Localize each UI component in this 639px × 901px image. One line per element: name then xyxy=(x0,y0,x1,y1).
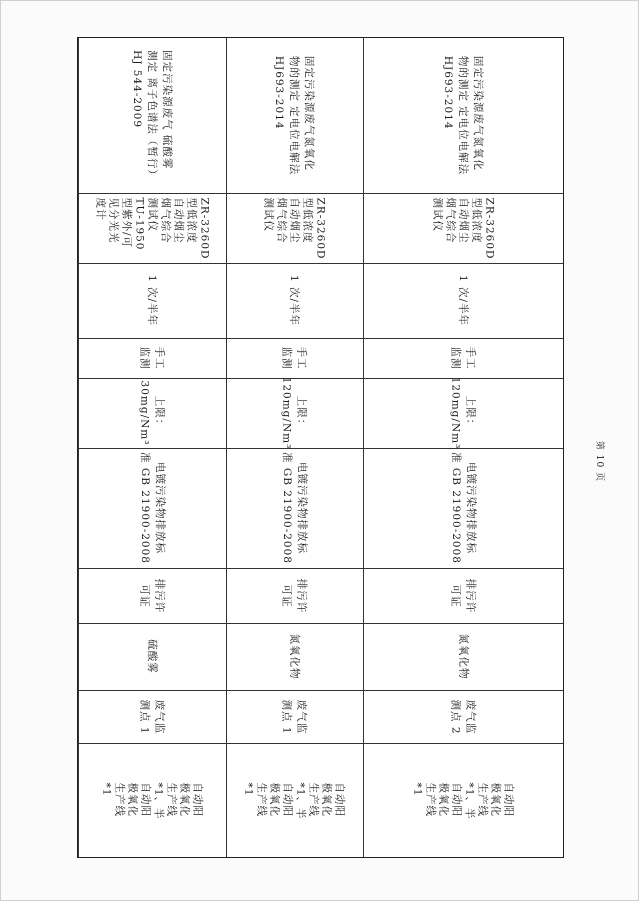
analysis-method-cell xyxy=(78,38,225,193)
method-text: 手工 监测 xyxy=(449,346,477,370)
instrument-cell xyxy=(362,193,563,263)
method-cell xyxy=(78,338,225,378)
production-line-text: 自动阳 极氧化 生产线 *1、半 自动阳 极氧化 生产线 *1 xyxy=(242,782,346,819)
monitoring-point-text: 废气监 测点 1 xyxy=(138,698,166,735)
production-line-cell xyxy=(225,743,362,858)
pollutant-cell xyxy=(225,623,362,690)
limit-text: 上限： 120mg/Nm³ xyxy=(449,376,477,450)
pollutant-cell xyxy=(78,623,225,690)
pollutant-text: 氮氧化物 xyxy=(457,633,469,680)
permit-cell xyxy=(362,568,563,623)
analysis-method-text: 固定污染源废气氮氧化 物的测定 定电位电解法 HJ693-2014 xyxy=(273,55,315,176)
permit-text: 排污许 可证 xyxy=(138,578,166,613)
limit-cell xyxy=(78,378,225,448)
permit-text: 排污许 可证 xyxy=(449,578,477,613)
production-line-cell xyxy=(78,743,225,858)
limit-cell xyxy=(225,378,362,448)
frequency-cell xyxy=(78,263,225,338)
method-text: 手工 监测 xyxy=(280,346,308,370)
instrument-text: ZR-3260D 型低浓度 自动烟尘 烟气综合 测试仪 TU-1950 型紫外/可 见分光光 度计 xyxy=(93,197,210,259)
instrument-cell xyxy=(78,193,225,263)
standard-text: 电镀污染物排放标 准 GB 21900-2008 xyxy=(280,452,308,564)
page-number-text: 第 10 页 xyxy=(594,440,605,482)
analysis-method-cell xyxy=(362,38,563,193)
production-line-text: 自动阳 极氧化 生产线 *1、半 自动阳 极氧化 生产线 *1 xyxy=(411,782,515,819)
monitoring-point-text: 废气监 测点 2 xyxy=(449,698,477,735)
monitoring-point-cell xyxy=(78,690,225,743)
limit-text: 上限： 30mg/Nm³ xyxy=(138,380,166,446)
standard-cell xyxy=(78,448,225,568)
standard-cell xyxy=(225,448,362,568)
production-line-text: 自动阳 极氧化 生产线 *1、半 自动阳 极氧化 生产线 *1 xyxy=(100,782,204,819)
method-cell xyxy=(362,338,563,378)
frequency-text: 1 次/半年 xyxy=(288,274,300,327)
frequency-text: 1 次/半年 xyxy=(146,274,158,327)
production-line-cell xyxy=(362,743,563,858)
monitoring-point-cell xyxy=(362,690,563,743)
frequency-cell xyxy=(225,263,362,338)
analysis-method-cell xyxy=(225,38,362,193)
monitoring-point-cell xyxy=(225,690,362,743)
instrument-text: ZR-3260D 型低浓度 自动烟尘 烟气综合 测试仪 xyxy=(261,197,326,259)
standard-cell xyxy=(362,448,563,568)
pollutant-text: 硫酸雾 xyxy=(146,639,158,674)
permit-cell xyxy=(225,568,362,623)
instrument-cell xyxy=(225,193,362,263)
frequency-text: 1 次/半年 xyxy=(457,274,469,327)
page-number xyxy=(591,431,611,491)
monitoring-point-text: 废气监 测点 1 xyxy=(280,698,308,735)
pollutant-text: 氮氧化物 xyxy=(288,633,300,680)
method-text: 手工 监测 xyxy=(138,346,166,370)
method-cell xyxy=(225,338,362,378)
permit-text: 排污许 可证 xyxy=(280,578,308,613)
standard-text: 电镀污染物排放标 准 GB 21900-2008 xyxy=(449,452,477,564)
standard-text: 电镀污染物排放标 准 GB 21900-2008 xyxy=(138,452,166,564)
pollutant-cell xyxy=(362,623,563,690)
limit-text: 上限： 120mg/Nm³ xyxy=(280,376,308,450)
permit-cell xyxy=(78,568,225,623)
analysis-method-text: 固定污染源废气 硫酸雾 测定 离子色谱法（暂行） HJ 544-2009 xyxy=(131,50,173,181)
analysis-method-text: 固定污染源废气氮氧化 物的测定 定电位电解法 HJ693-2014 xyxy=(442,55,484,176)
instrument-text: ZR-3260D 型低浓度 自动烟尘 烟气综合 测试仪 xyxy=(430,197,495,259)
limit-cell xyxy=(362,378,563,448)
frequency-cell xyxy=(362,263,563,338)
